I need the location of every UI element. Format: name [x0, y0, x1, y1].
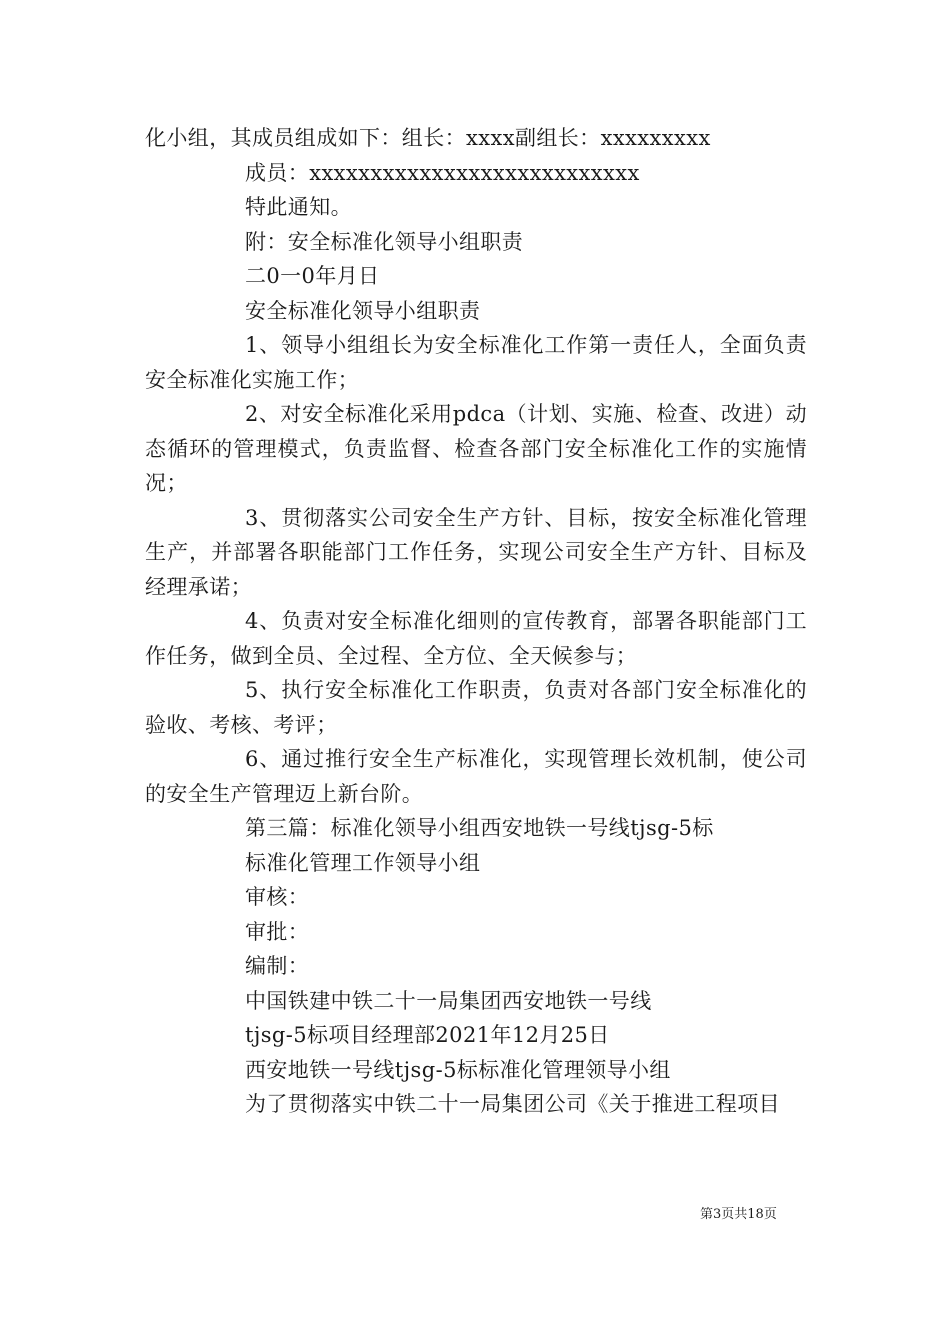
text-line: 标准化管理工作领导小组: [245, 850, 481, 875]
section-heading: 安全标准化领导小组职责: [245, 298, 481, 323]
text-line: 审批：: [245, 919, 310, 944]
paragraph: 6、通过推行安全生产标准化，实现管理长效机制，使公司的安全生产管理迈上新台阶。: [145, 747, 807, 806]
text-line: 西安地铁一号线tjsg-5标标准化管理领导小组: [245, 1057, 671, 1082]
text-line: 化小组，其成员组成如下：组长：xxxx副组长：xxxxxxxxx: [145, 126, 711, 150]
paragraph: 2、对安全标准化采用pdca（计划、实施、检查、改进）动态循环的管理模式，负责监督、检查各部门安全标准化工作的实施情况；: [145, 402, 807, 495]
page-number: 第3页共18页: [700, 1207, 777, 1222]
text-line: 为了贯彻落实中铁二十一局集团公司《关于推进工程项目: [245, 1092, 780, 1116]
text-line: 编制：: [245, 954, 310, 978]
text-line: 二0一0年月日: [245, 264, 380, 288]
text-line: 中国铁建中铁二十一局集团西安地铁一号线: [245, 988, 652, 1013]
paragraph: 1、领导小组组长为安全标准化工作第一责任人，全面负责安全标准化实施工作；: [145, 333, 807, 392]
text-line: 成员：xxxxxxxxxxxxxxxxxxxxxxxxxxx: [245, 160, 640, 185]
paragraph: 5、执行安全标准化工作职责，负责对各部门安全标准化的验收、考核、考评；: [145, 678, 807, 737]
text-line: 附：安全标准化领导小组职责: [245, 229, 524, 254]
text-line: 特此通知。: [245, 195, 352, 219]
document-body: [145, 121, 807, 1122]
paragraph: 4、负责对安全标准化细则的宣传教育，部署各职能部门工作任务，做到全员、全过程、全方位、全天候参与；: [145, 609, 807, 668]
paragraph: 3、贯彻落实公司安全生产方针、目标，按安全标准化管理生产，并部署各职能部门工作任务，实现公司安全生产方针、目标及经理承诺；: [145, 505, 807, 599]
chapter-title: 第三篇：标准化领导小组西安地铁一号线tjsg-5标: [245, 816, 714, 840]
text-line: 审核：: [245, 885, 310, 909]
text-line: tjsg-5标项目经理部2021年12月25日: [245, 1023, 610, 1047]
